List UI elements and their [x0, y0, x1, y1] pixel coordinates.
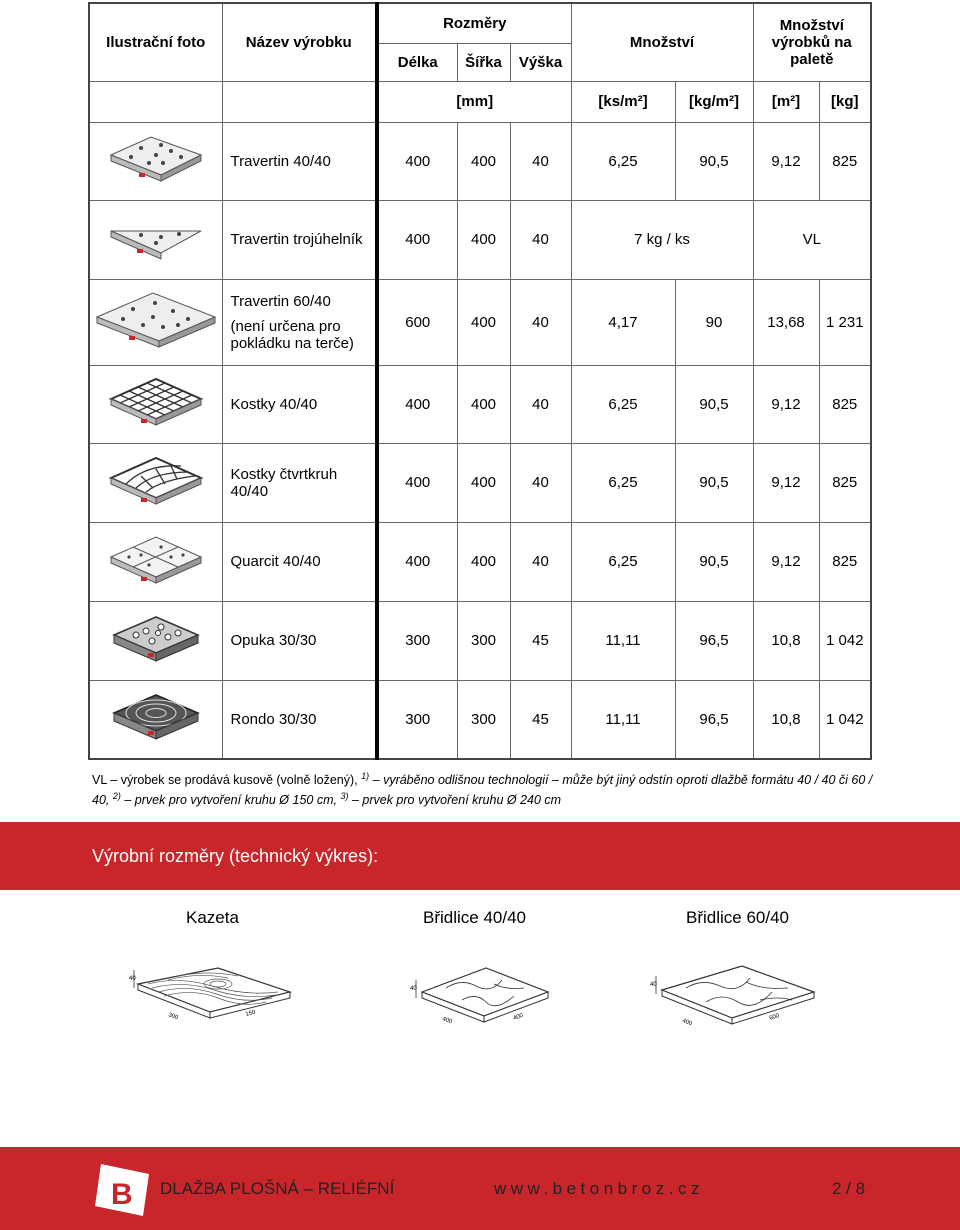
- bridlice-60-dim-length: 400: [681, 1018, 693, 1028]
- cell-pkg: 1 231: [819, 279, 871, 365]
- product-image: [89, 601, 222, 680]
- table-row: [89, 279, 871, 365]
- header-width: Šířka: [457, 43, 510, 81]
- product-image: [89, 122, 222, 200]
- drawing-label-kazeta: Kazeta: [186, 908, 239, 927]
- betonbroz-logo-icon: [95, 1160, 153, 1218]
- product-image: [89, 200, 222, 279]
- product-name: Rondo 30/30: [222, 680, 377, 759]
- kazeta-dim-height: 40: [129, 976, 136, 982]
- cell-kg: 90,5: [675, 122, 753, 200]
- unit-mm: [mm]: [377, 81, 571, 122]
- product-image: [89, 365, 222, 443]
- footer-website[interactable]: www.betonbroz.cz: [494, 1179, 704, 1198]
- footnote-sup-2: 2): [112, 791, 121, 802]
- page-number: 2 / 8: [832, 1179, 866, 1198]
- cell-pkg: 825: [819, 122, 871, 200]
- cell-length: 600: [377, 279, 457, 365]
- header-quantity: Množství: [571, 3, 753, 81]
- header-height: Výška: [510, 43, 571, 81]
- table-row: [89, 365, 871, 443]
- cell-width: 400: [457, 522, 510, 601]
- unit-ks: [ks/m²]: [571, 81, 675, 122]
- cell-width: 400: [457, 365, 510, 443]
- cell-m2: 10,8: [753, 601, 819, 680]
- cell-length: 300: [377, 601, 457, 680]
- cell-height: 45: [510, 601, 571, 680]
- cell-ks: 6,25: [571, 522, 675, 601]
- drawing-label-bridlice-60: Břidlice 60/40: [686, 908, 790, 927]
- cell-kg: 90,5: [675, 522, 753, 601]
- table-row: [89, 601, 871, 680]
- footnote-vl: VL – výrobek se prodává kusově (volně ložený),: [92, 773, 358, 788]
- bridlice-40-dim-width: 400: [512, 1012, 525, 1022]
- cell-ks: 6,25: [571, 122, 675, 200]
- cell-pkg: 825: [819, 443, 871, 522]
- cell-width: 400: [457, 200, 510, 279]
- table-row: [89, 680, 871, 759]
- product-name-line1: Travertin 60/40: [230, 292, 331, 310]
- cell-width: 300: [457, 601, 510, 680]
- cell-ks: 11,11: [571, 601, 675, 680]
- unit-kgm2: [kg/m²]: [675, 81, 753, 122]
- product-image: [89, 522, 222, 601]
- product-table: [88, 2, 872, 760]
- table-row: [89, 200, 871, 279]
- footnote-2: – prvek pro vytvoření kruhu Ø 150 cm,: [124, 793, 337, 808]
- unit-m2: [m²]: [753, 81, 819, 122]
- table-row: [89, 122, 871, 200]
- bridlice-60-dim-width: 600: [768, 1013, 781, 1022]
- product-image: [89, 680, 222, 759]
- cell-length: 400: [377, 122, 457, 200]
- cell-height: 40: [510, 279, 571, 365]
- footnote-sup-3: 3): [340, 791, 349, 802]
- cell-ks: 6,25: [571, 365, 675, 443]
- cell-height: 40: [510, 200, 571, 279]
- section-title: Výrobní rozměry (technický výkres):: [92, 846, 379, 866]
- footer-brand: DLAŽBA PLOŠNÁ – RELIÉFNÍ: [160, 1179, 395, 1198]
- kazeta-dim-width: 150: [245, 1009, 257, 1018]
- drawing-label-bridlice-40: Břidlice 40/40: [423, 908, 527, 927]
- product-name: Travertin 40/40: [222, 122, 377, 200]
- cell-height: 40: [510, 443, 571, 522]
- cell-pkg: 825: [819, 522, 871, 601]
- cell-length: 400: [377, 443, 457, 522]
- cell-kg: 90,5: [675, 365, 753, 443]
- cell-m2: 9,12: [753, 122, 819, 200]
- cell-m2: 9,12: [753, 522, 819, 601]
- unit-kg: [kg]: [819, 81, 871, 122]
- cell-width: 400: [457, 443, 510, 522]
- cell-kg: 96,5: [675, 680, 753, 759]
- cell-height: 40: [510, 365, 571, 443]
- table-row: [89, 522, 871, 601]
- cell-length: 400: [377, 522, 457, 601]
- product-name-note: (není určena pro pokládku na terče): [230, 317, 354, 352]
- cell-length: 400: [377, 365, 457, 443]
- cell-length: 400: [377, 200, 457, 279]
- cell-kg: 90,5: [675, 443, 753, 522]
- cell-width: 400: [457, 279, 510, 365]
- cell-ks: 6,25: [571, 443, 675, 522]
- bridlice-40-dim-height: 40: [410, 986, 417, 992]
- product-image: [89, 443, 222, 522]
- footnote: [92, 768, 882, 808]
- kazeta-dim-length: 300: [167, 1012, 179, 1022]
- cell-merged-qty: 7 kg / ks: [571, 200, 753, 279]
- cell-width: 400: [457, 122, 510, 200]
- product-name: Kostky čtvrtkruh 40/40: [222, 443, 377, 522]
- header-length: Délka: [377, 43, 457, 81]
- cell-m2: 13,68: [753, 279, 819, 365]
- cell-width: 300: [457, 680, 510, 759]
- cell-m2: 10,8: [753, 680, 819, 759]
- cell-pkg: 1 042: [819, 601, 871, 680]
- cell-ks: 11,11: [571, 680, 675, 759]
- product-name: Kostky 40/40: [222, 365, 377, 443]
- cell-ks: 4,17: [571, 279, 675, 365]
- bridlice-60-drawing: [642, 962, 822, 1042]
- cell-height: 45: [510, 680, 571, 759]
- product-name: Quarcit 40/40: [222, 522, 377, 601]
- footnote-sup-1: 1): [361, 771, 370, 781]
- cell-kg: 90: [675, 279, 753, 365]
- footnote-1: – vyráběno odlišnou technologií – může být jiný odstín oproti dlažbě formátu 40 / 40 či 60 / 40,: [92, 773, 873, 808]
- cell-pkg: 1 042: [819, 680, 871, 759]
- product-name: Travertin trojúhelník: [222, 200, 377, 279]
- cell-m2: 9,12: [753, 365, 819, 443]
- bridlice-40-dim-length: 400: [441, 1016, 453, 1026]
- cell-height: 40: [510, 522, 571, 601]
- header-photo: Ilustrační foto: [89, 3, 222, 81]
- product-image: [89, 279, 222, 365]
- header-dimensions: Rozměry: [377, 3, 571, 43]
- bridlice-40-drawing: [406, 962, 556, 1040]
- product-name: Opuka 30/30: [222, 601, 377, 680]
- table-row: [89, 443, 871, 522]
- cell-height: 40: [510, 122, 571, 200]
- bridlice-60-dim-height: 40: [650, 982, 657, 988]
- footnote-3: – prvek pro vytvoření kruhu Ø 240 cm: [351, 793, 562, 808]
- header-pallet: Množství výrobků na paletě: [753, 3, 871, 81]
- cell-pkg: 825: [819, 365, 871, 443]
- product-name: [222, 279, 377, 365]
- cell-length: 300: [377, 680, 457, 759]
- kazeta-drawing: [128, 962, 298, 1042]
- header-name: Název výrobku: [222, 3, 377, 81]
- cell-m2: 9,12: [753, 443, 819, 522]
- cell-kg: 96,5: [675, 601, 753, 680]
- cell-merged-pallet: VL: [753, 200, 871, 279]
- svg-text:B: B: [111, 1178, 133, 1211]
